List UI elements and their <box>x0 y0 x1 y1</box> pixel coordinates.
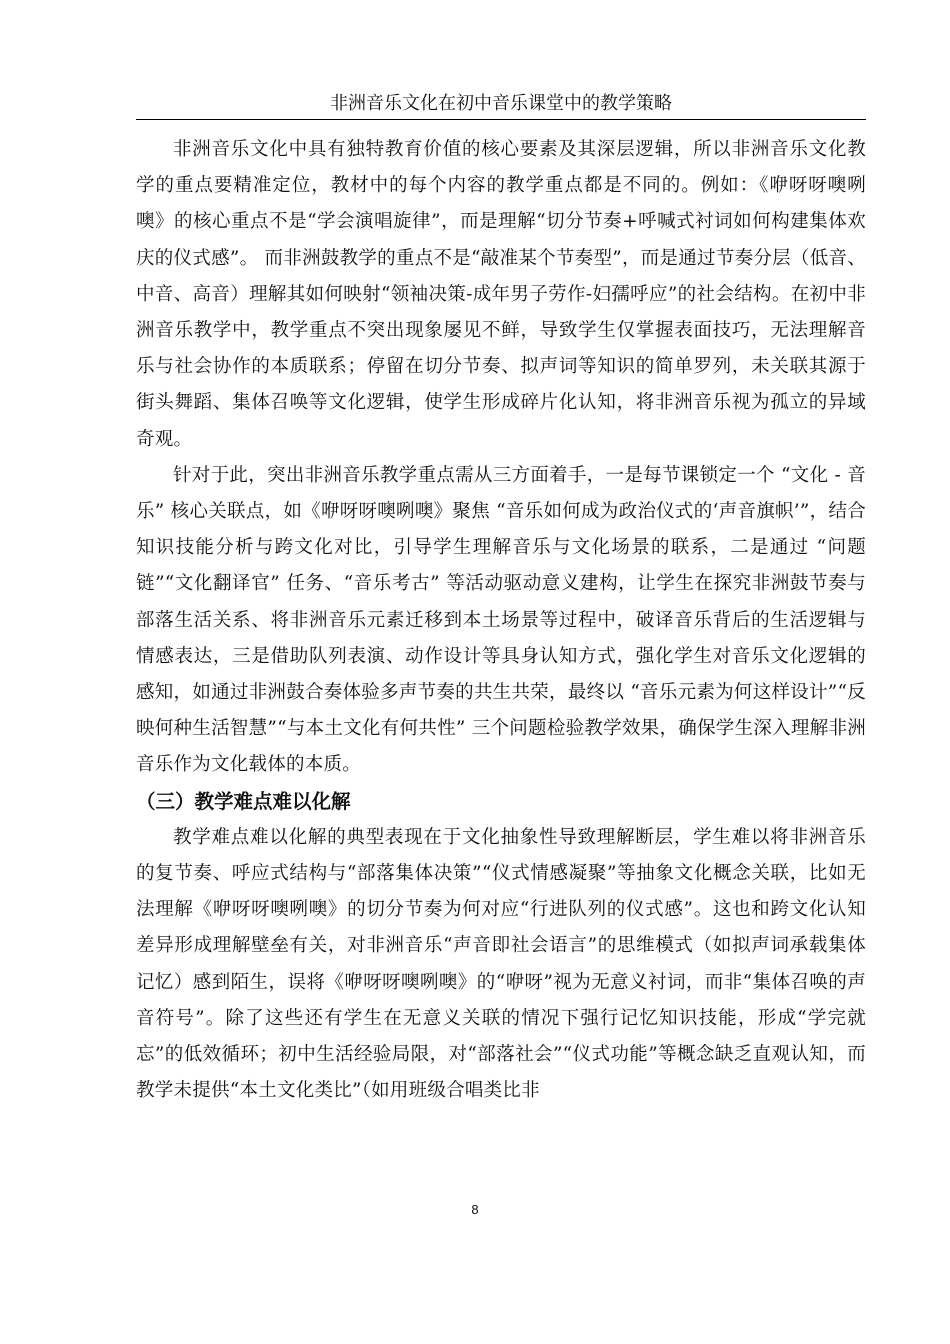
section-heading: （三）教学难点难以化解 <box>136 789 351 813</box>
paragraph-2: 针对于此，突出非洲音乐教学重点需从三方面着手，一是每节课锁定一个 “文化 - 音乐” 核心关联点，如《咿呀呀噢咧噢》聚焦 “音乐如何成为政治仪式的‘声音旗帜’”，结合知识技能分析与跨文化对比，引导学生理解音乐与文化场景的联系，二是通过 “问题链”“文化翻译官” 任务、“音乐考古” 等活动驱动意义建构，让学生在探究非洲鼓节奏与部落生活关系、将非洲音乐元素迁移到本土场景等过程中，破译音乐背后的生活逻辑与情感表达，三是借助队列表演、动作设计等具身认知方式，强化学生对音乐文化逻辑的感知，如通过非洲鼓合奏体验多声节奏的共生共荣，最终以 “音乐元素为何这样设计”“反映何种生活智慧”“与本土文化有何共性” 三个问题检验教学效果，确保学生深入理解非洲音乐作为文化载体的本质。 <box>136 464 866 776</box>
paragraph-3: 教学难点难以化解的典型表现在于文化抽象性导致理解断层，学生难以将非洲音乐的复节奏、呼应式结构与“部落集体决策”“仪式情感凝聚”等抽象文化概念关联，比如无法理解《咿呀呀噢咧噢》的切分节奏为何对应“行进队列的仪式感”。这也和跨文化认知差异形成理解壁垒有关，对非洲音乐“声音即社会语言”的思维模式（如拟声词承载集体记忆）感到陌生，误将《咿呀呀噢咧噢》的“咿呀”视为无意义衬词，而非“集体召唤的声音符号”。除了这些还有学生在无意义关联的情况下强行记忆知识技能，形成“学完就忘”的低效循环；初中生活经验局限，对“部落社会”“仪式功能”等概念缺乏直观认知，而教学未提供“本土文化类比”（如用班级合唱类比非 <box>136 826 866 1102</box>
page-number: 8 <box>471 1202 479 1217</box>
page-body <box>136 132 866 1109</box>
running-header: 非洲音乐文化在初中音乐课堂中的教学策略 <box>136 92 866 120</box>
paragraph-1: 非洲音乐文化中具有独特教育价值的核心要素及其深层逻辑，所以非洲音乐文化教学的重点要精准定位，教材中的每个内容的教学重点都是不同的。例如：《咿呀呀噢咧噢》的核心重点不是“学会演唱旋律”，而是理解“切分节奏+呼喊式衬词如何构建集体欢庆的仪式感”。 而非洲鼓教学的重点不是“敲准某个节奏型”，而是通过节奏分层（低音、中音、高音）理解其如何映射“领袖决策-成年男子劳作-妇孺呼应”的社会结构。在初中非洲音乐教学中，教学重点不突出现象屡见不鲜，导致学生仅掌握表面技巧，无法理解音乐与社会协作的本质联系；停留在切分节奏、拟声词等知识的简单罗列，未关联其源于街头舞蹈、集体召唤等文化逻辑，使学生形成碎片化认知，将非洲音乐视为孤立的异域奇观。 <box>136 139 866 450</box>
